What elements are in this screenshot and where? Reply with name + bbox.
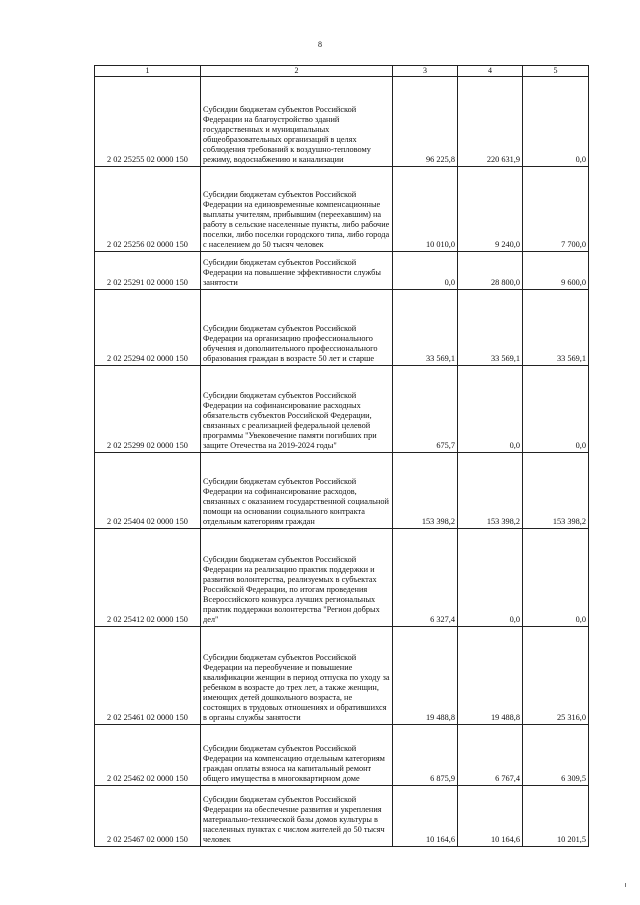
- row-value-col4: 33 569,1: [458, 290, 523, 366]
- row-value-col5: 0,0: [523, 77, 589, 167]
- row-value-col3: 6 327,4: [393, 529, 458, 627]
- row-code: 2 02 25462 02 0000 150: [95, 725, 201, 786]
- row-value-col5: 0,0: [523, 529, 589, 627]
- scan-mark: [625, 883, 626, 887]
- row-value-col5: 25 316,0: [523, 627, 589, 725]
- row-value-col4: 0,0: [458, 366, 523, 453]
- row-value-col3: 10 164,6: [393, 786, 458, 847]
- column-header-1: 1: [95, 66, 201, 77]
- row-code: 2 02 25299 02 0000 150: [95, 366, 201, 453]
- row-code: 2 02 25291 02 0000 150: [95, 252, 201, 290]
- row-value-col3: 675,7: [393, 366, 458, 453]
- row-description: Субсидии бюджетам субъектов Российской Федерации на софинансирование расходных обязательств субъектов Российской Федерации, связанных с реализацией федеральной целевой программы "Увековечение памяти погибших при защите Отечества на 2019-2024 годы": [201, 366, 393, 453]
- row-value-col3: 6 875,9: [393, 725, 458, 786]
- row-value-col3: 33 569,1: [393, 290, 458, 366]
- table-row: [95, 167, 589, 252]
- row-description: Субсидии бюджетам субъектов Российской Федерации на благоустройство зданий государственных и муниципальных общеобразовательных организаций в целях соблюдения требований к воздушно-тепловому режиму, водоснабжению и канализации: [201, 77, 393, 167]
- row-code: 2 02 25256 02 0000 150: [95, 167, 201, 252]
- row-description: Субсидии бюджетам субъектов Российской Федерации на единовременные компенсационные выплаты учителям, прибывшим (переехавшим) на работу в сельские населенные пункты, либо рабочие поселки, либо поселки городского типа, либо города с населением до 50 тысяч человек: [201, 167, 393, 252]
- row-value-col4: 9 240,0: [458, 167, 523, 252]
- column-header-3: 3: [393, 66, 458, 77]
- row-value-col4: 28 800,0: [458, 252, 523, 290]
- row-description: Субсидии бюджетам субъектов Российской Федерации на повышение эффективности службы занятости: [201, 252, 393, 290]
- row-value-col4: 6 767,4: [458, 725, 523, 786]
- table-row: [95, 725, 589, 786]
- row-value-col3: 10 010,0: [393, 167, 458, 252]
- row-value-col3: 0,0: [393, 252, 458, 290]
- row-value-col4: 153 398,2: [458, 453, 523, 529]
- row-code: 2 02 25404 02 0000 150: [95, 453, 201, 529]
- row-code: 2 02 25461 02 0000 150: [95, 627, 201, 725]
- row-description: Субсидии бюджетам субъектов Российской Федерации на обеспечение развития и укрепления материально-технической базы домов культуры в населенных пунктах с числом жителей до 50 тысяч человек: [201, 786, 393, 847]
- row-value-col3: 19 488,8: [393, 627, 458, 725]
- table-row: [95, 529, 589, 627]
- budget-table: [94, 65, 589, 847]
- row-value-col4: 0,0: [458, 529, 523, 627]
- row-value-col5: 10 201,5: [523, 786, 589, 847]
- row-value-col3: 96 225,8: [393, 77, 458, 167]
- table-row: [95, 366, 589, 453]
- row-code: 2 02 25255 02 0000 150: [95, 77, 201, 167]
- row-value-col5: 9 600,0: [523, 252, 589, 290]
- row-code: 2 02 25412 02 0000 150: [95, 529, 201, 627]
- column-header-4: 4: [458, 66, 523, 77]
- row-value-col4: 19 488,8: [458, 627, 523, 725]
- page-number: 8: [318, 40, 322, 49]
- row-code: 2 02 25294 02 0000 150: [95, 290, 201, 366]
- table-row: [95, 627, 589, 725]
- row-value-col5: 6 309,5: [523, 725, 589, 786]
- row-value-col5: 33 569,1: [523, 290, 589, 366]
- column-header-5: 5: [523, 66, 589, 77]
- row-description: Субсидии бюджетам субъектов Российской Федерации на софинансирование расходов, связанных с оказанием государственной социальной помощи на основании социального контракта отдельным категориям граждан: [201, 453, 393, 529]
- row-description: Субсидии бюджетам субъектов Российской Федерации на организацию профессионального обучения и дополнительного профессионального образования граждан в возрасте 50 лет и старше: [201, 290, 393, 366]
- row-description: Субсидии бюджетам субъектов Российской Федерации на переобучение и повышение квалификации женщин в период отпуска по уходу за ребенком в возрасте до трех лет, а также женщин, имеющих детей дошкольного возраста, не состоящих в трудовых отношениях и обратившихся в органы службы занятости: [201, 627, 393, 725]
- table-header-row: [95, 66, 589, 77]
- row-code: 2 02 25467 02 0000 150: [95, 786, 201, 847]
- row-value-col3: 153 398,2: [393, 453, 458, 529]
- row-value-col5: 153 398,2: [523, 453, 589, 529]
- table-row: [95, 77, 589, 167]
- table-row: [95, 252, 589, 290]
- row-value-col5: 0,0: [523, 366, 589, 453]
- row-value-col4: 10 164,6: [458, 786, 523, 847]
- row-value-col5: 7 700,0: [523, 167, 589, 252]
- column-header-2: 2: [201, 66, 393, 77]
- table-row: [95, 453, 589, 529]
- row-description: Субсидии бюджетам субъектов Российской Федерации на компенсацию отдельным категориям граждан оплаты взноса на капитальный ремонт общего имущества в многоквартирном доме: [201, 725, 393, 786]
- row-description: Субсидии бюджетам субъектов Российской Федерации на реализацию практик поддержки и развития волонтерства, реализуемых в субъектах Российской Федерации, по итогам проведения Всероссийского конкурса лучших региональных практик поддержки волонтерства "Регион добрых дел": [201, 529, 393, 627]
- table-row: [95, 290, 589, 366]
- table-row: [95, 786, 589, 847]
- row-value-col4: 220 631,9: [458, 77, 523, 167]
